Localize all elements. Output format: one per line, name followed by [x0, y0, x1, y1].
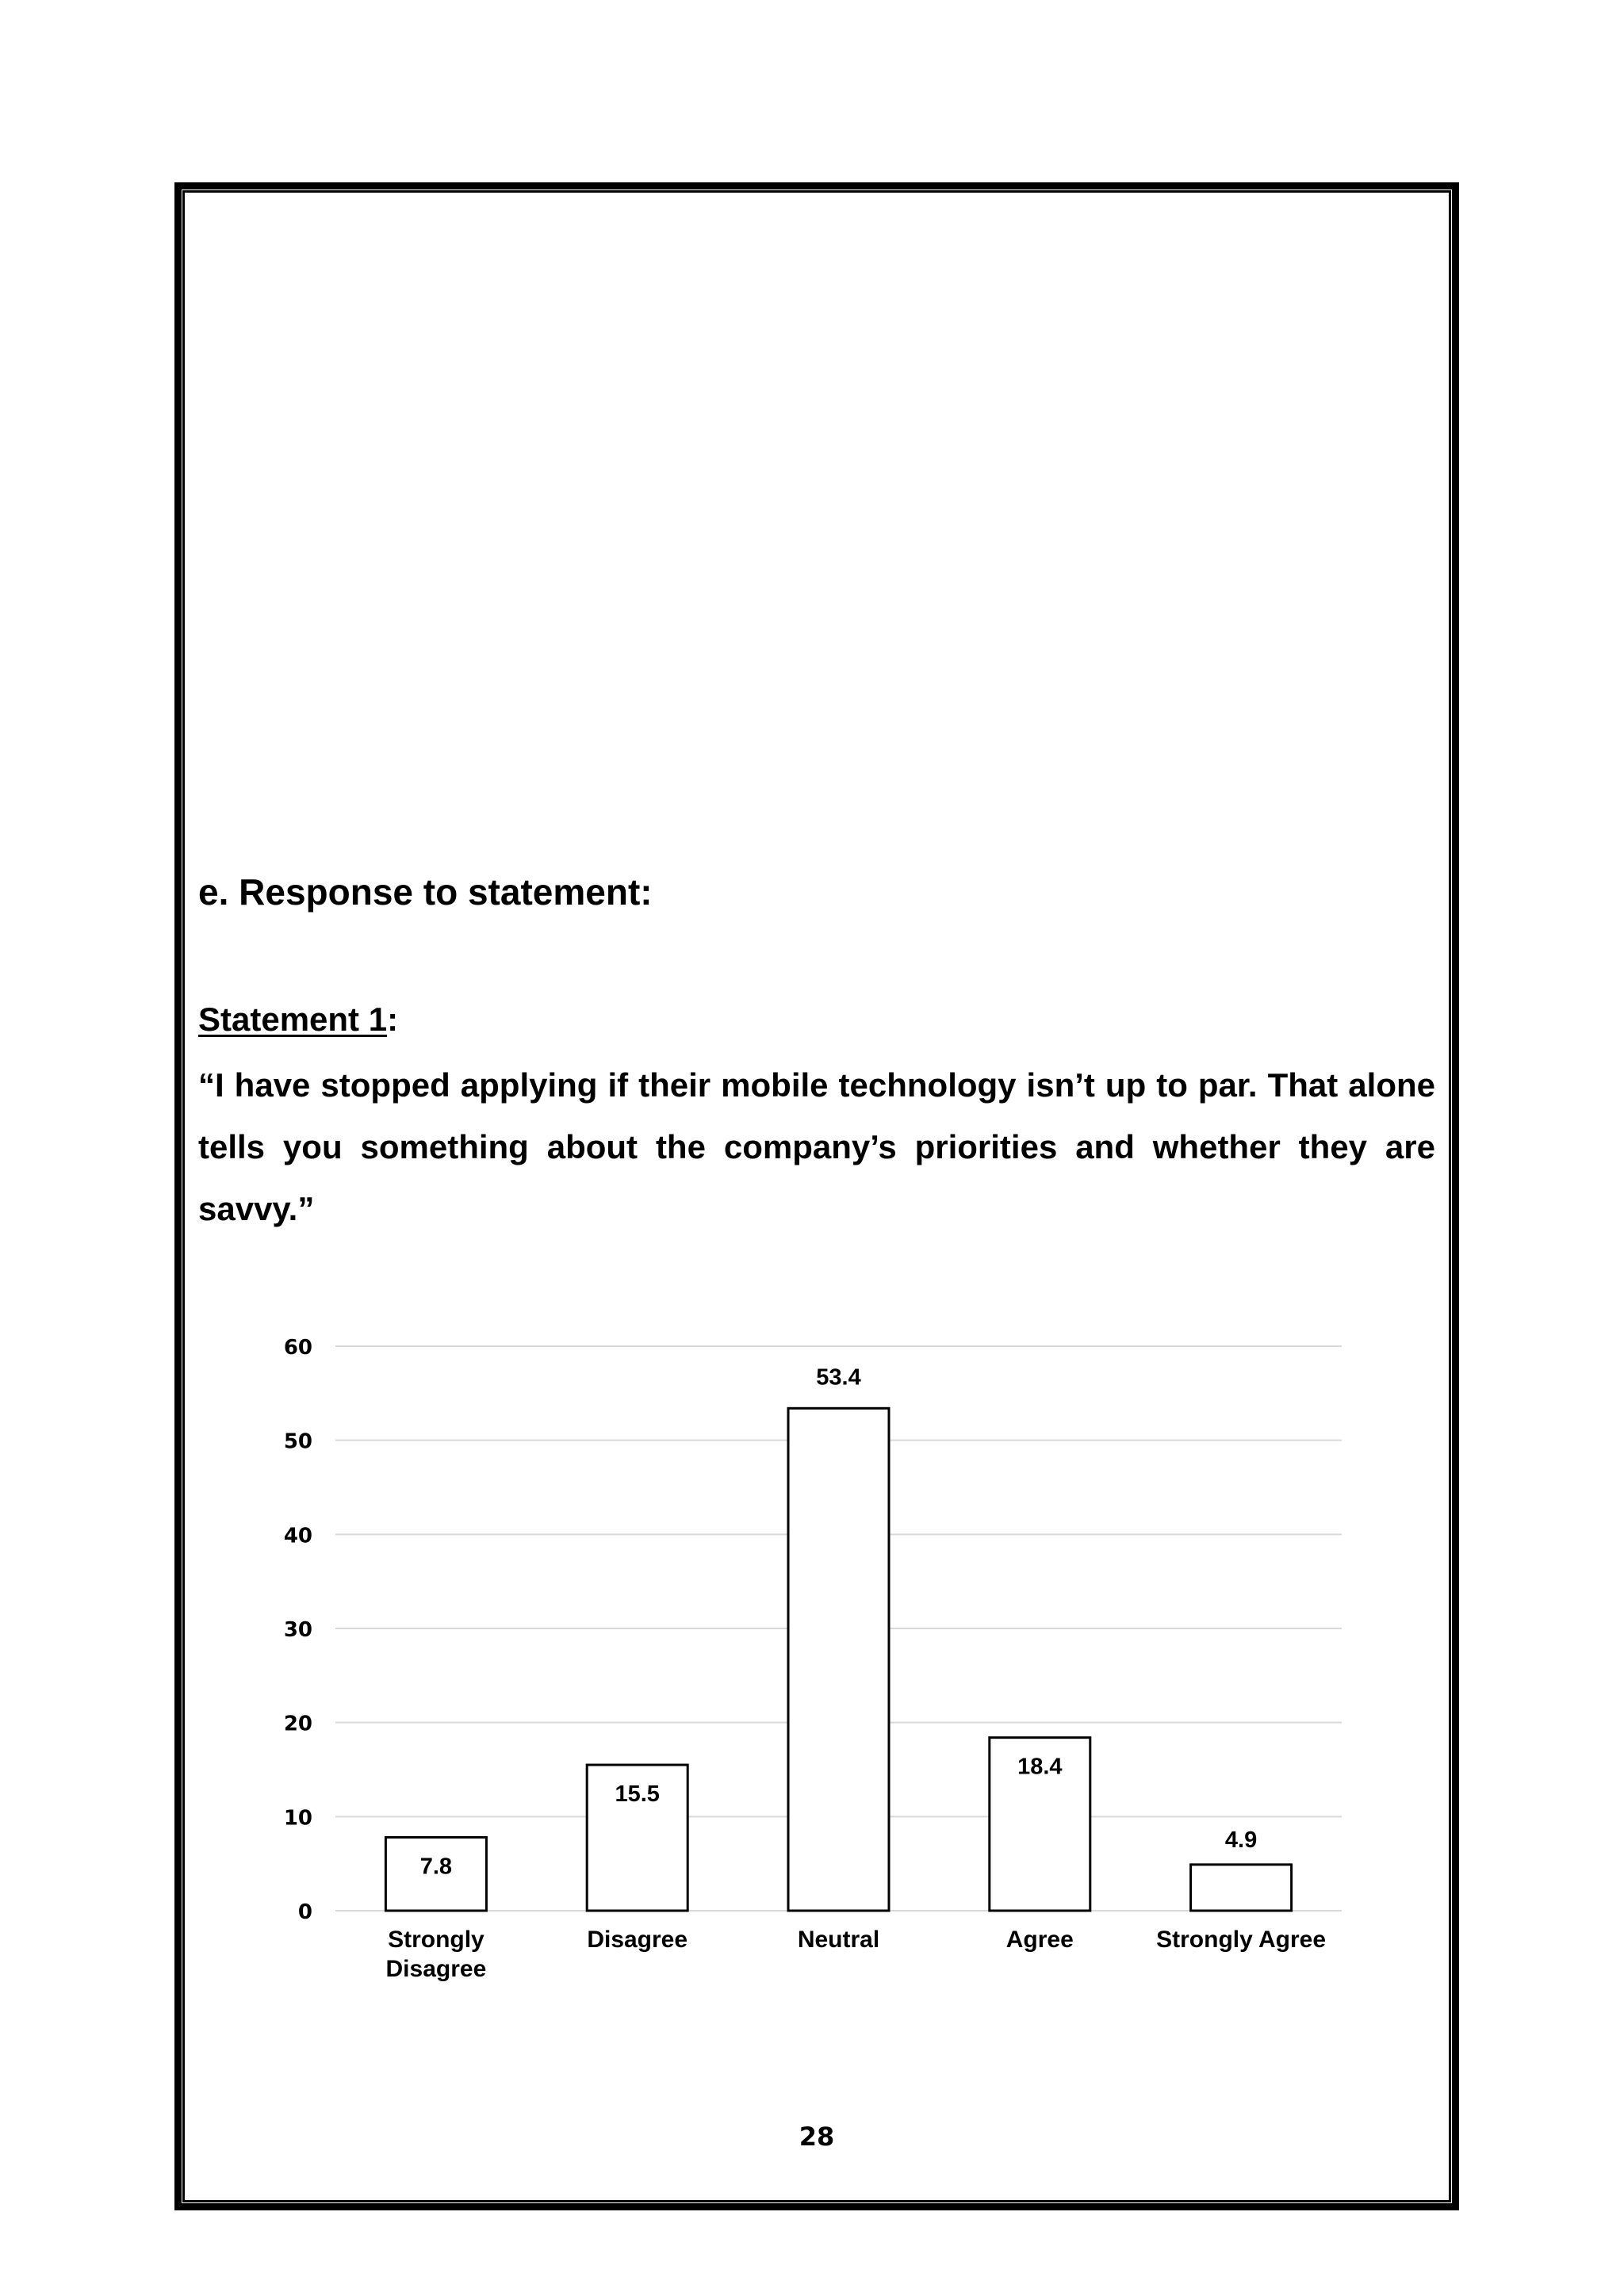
y-tick-label: 0: [297, 1900, 312, 1924]
statement-label-text: Statement 1: [198, 1001, 388, 1038]
bars: [385, 1408, 1291, 1911]
x-tick-label: Strongly: [388, 1927, 485, 1953]
bar: [1191, 1865, 1292, 1911]
data-label: 4.9: [1224, 1827, 1258, 1853]
statement-quote: “I have stopped applying if their mobile technology isn’t up to par. That alone tells you something about the company’s priorities and whether they are savvy.”: [198, 1066, 1435, 1227]
page-number: 28: [799, 2122, 835, 2152]
data-label: 7.8: [419, 1854, 453, 1880]
data-label: 53.4: [816, 1364, 861, 1391]
y-tick-label: 50: [283, 1429, 312, 1454]
x-tick-label: Disagree: [587, 1927, 688, 1953]
statement-label-colon: :: [387, 1001, 399, 1038]
y-axis-tick-labels: [284, 1336, 312, 1924]
y-tick-label: 60: [283, 1336, 312, 1360]
bar: [788, 1408, 889, 1911]
data-label: 18.4: [1017, 1754, 1063, 1780]
section-heading: e. Response to statement:: [198, 871, 653, 913]
x-tick-label: Neutral: [797, 1927, 880, 1953]
y-tick-label: 10: [283, 1806, 312, 1831]
y-tick-label: 30: [283, 1618, 312, 1642]
x-tick-label: Disagree: [385, 1956, 487, 1982]
y-tick-label: 40: [283, 1524, 312, 1548]
data-label: 15.5: [615, 1781, 660, 1808]
x-tick-label: Strongly Agree: [1156, 1927, 1327, 1953]
x-axis-tick-labels: [386, 1927, 1327, 1982]
x-tick-label: Agree: [1005, 1927, 1074, 1953]
y-tick-label: 20: [283, 1712, 312, 1736]
